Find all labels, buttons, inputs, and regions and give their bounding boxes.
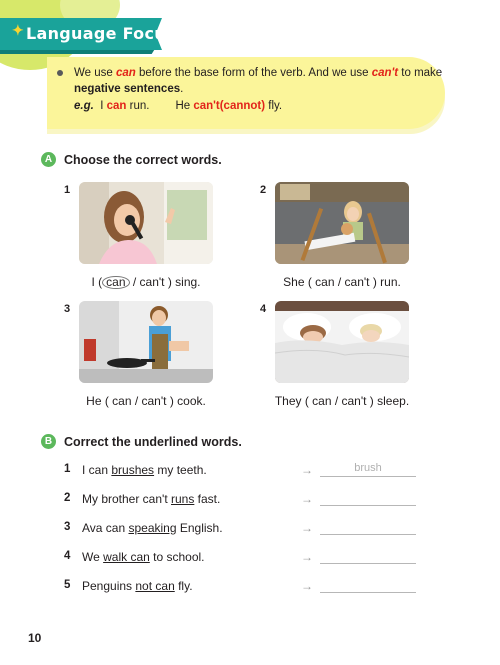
b-item-sentence: Penguins not can fly. (82, 579, 193, 593)
arrow-icon: → (301, 579, 313, 593)
section-b-title: Correct the underlined words. (64, 435, 242, 449)
item-2-sentence: She ( can / can't ) run. (283, 275, 401, 289)
circled-answer: can (102, 276, 129, 289)
section-a-badge: A (41, 152, 56, 167)
photo-kids-in-bed (275, 301, 409, 383)
b-item-sentence: Ava can speaking English. (82, 521, 223, 535)
item-4-sentence: They ( can / can't ) sleep. (274, 394, 410, 408)
b-item-number: 4 (64, 550, 71, 562)
arrow-icon: → (301, 550, 313, 564)
arrow-icon: → (301, 521, 313, 535)
section-b-badge: B (41, 434, 56, 449)
arrow-icon: → (301, 463, 313, 477)
photo-girl-crutches (275, 182, 409, 264)
item-1-sentence: I ( can / can't ) sing. (91, 275, 201, 289)
b-item-sentence: I can brushes my teeth. (82, 463, 207, 477)
answer-line[interactable] (320, 592, 416, 593)
focus-line-2: negative sentences. (74, 83, 184, 95)
star-icon: ✦ (12, 22, 24, 38)
section-a-title: Choose the correct words. (64, 153, 222, 167)
answer-line[interactable] (320, 505, 416, 506)
b-item-sentence: My brother can't runs fast. (82, 492, 221, 506)
item-3-sentence: He ( can / can't ) cook. (86, 394, 206, 408)
b-item-sentence: We walk can to school. (82, 550, 205, 564)
answer-line[interactable] (320, 534, 416, 535)
photo-girl-singing (79, 182, 213, 264)
item-number: 2 (260, 184, 267, 196)
b-item-number: 2 (64, 492, 71, 504)
b-item-number: 1 (64, 463, 71, 475)
item-number: 4 (260, 303, 267, 315)
item-number: 1 (64, 184, 71, 196)
item-number: 3 (64, 303, 71, 315)
page-number: 10 (28, 631, 42, 645)
bullet-icon (57, 70, 63, 76)
focus-example: e.g. I can run. He can't(cannot) fly. (74, 100, 283, 112)
b-item-number: 3 (64, 521, 71, 533)
photo-boy-cooking (79, 301, 213, 383)
focus-line-1: We use can before the base form of the verb. And we use can't to make (74, 67, 443, 79)
arrow-icon: → (301, 492, 313, 506)
page-title: Language Focus (26, 24, 176, 43)
answer-line[interactable] (320, 563, 416, 564)
b-item-number: 5 (64, 579, 71, 591)
answer-line[interactable] (320, 476, 416, 477)
answer-example: brush (354, 462, 382, 474)
